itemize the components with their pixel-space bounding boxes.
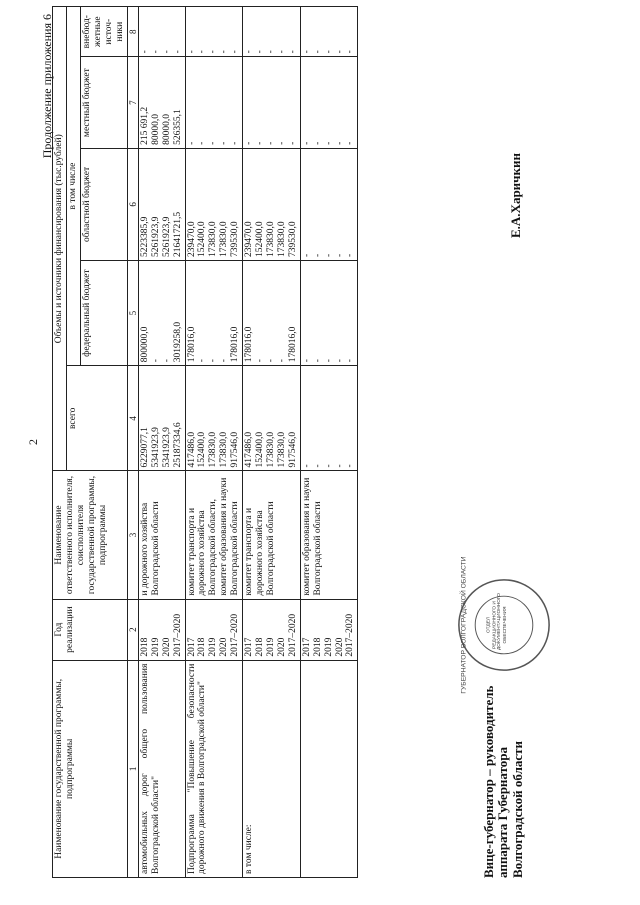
local-cell [185, 57, 243, 149]
executor-cell: комитет транспорта и дорожного хозяйства Волгоградской области [243, 471, 301, 599]
amount-value: - [230, 141, 241, 145]
amount-value: - [312, 464, 323, 468]
year-value: 2019 [150, 637, 161, 657]
total-cell [300, 366, 358, 471]
amount-value: - [312, 50, 323, 54]
amount-value: - [323, 50, 334, 54]
amount-value: - [301, 141, 312, 145]
amount-value: - [345, 253, 356, 257]
amount-value: - [323, 464, 334, 468]
executor-cell: комитет образования и науки Волгоградской области [300, 471, 358, 599]
amount-value: - [276, 141, 287, 145]
amount-value: 173830,0 [266, 221, 277, 257]
amount-value: - [186, 50, 197, 54]
amount-value: 5223385,9 [139, 216, 150, 257]
amount-value: - [301, 50, 312, 54]
year-value: 2019 [323, 637, 334, 657]
amount-value: - [323, 253, 334, 257]
years-cell [300, 599, 358, 660]
amount-value: - [161, 50, 172, 54]
amount-value: - [334, 464, 345, 468]
year-value: 2017 [301, 637, 312, 657]
amount-value: 152400,0 [255, 431, 266, 468]
year-value: 2017–2020 [287, 613, 298, 657]
amount-value: - [219, 359, 230, 363]
header-regional: областной бюджет [80, 148, 127, 260]
amount-value: 178016,0 [230, 326, 241, 363]
amount-value: - [301, 359, 312, 363]
amount-value: 239470,0 [186, 221, 197, 257]
header-year: Год реализации [53, 599, 128, 660]
amount-value: 152400,0 [197, 221, 208, 257]
year-value: 2020 [334, 637, 345, 657]
amount-value: 173830,0 [266, 431, 277, 468]
amount-value: - [276, 359, 287, 363]
amount-value: - [208, 141, 219, 145]
amount-value: 152400,0 [255, 221, 266, 257]
amount-value: 173830,0 [208, 431, 219, 468]
amount-value: 739530,0 [230, 221, 241, 257]
years-cell [138, 599, 185, 660]
amount-value: 178016,0 [244, 326, 255, 363]
amount-value: 215 691,2 [139, 106, 150, 145]
amount-value: 80000,0 [161, 114, 172, 145]
header-financing: Объемы и источники финансирования (тыс.рублей) [53, 7, 67, 471]
amount-value: 417486,0 [244, 431, 255, 468]
amount-value: 178016,0 [287, 326, 298, 363]
amount-value: 80000,0 [150, 114, 161, 145]
header-federal: федеральный бюджет [80, 260, 127, 365]
amount-value: 173830,0 [276, 431, 287, 468]
local-cell [138, 57, 185, 149]
year-value: 2020 [276, 637, 287, 657]
program-name: Подпрограмма "Повышение безопасности дорожного движения в Волгоградской области" [185, 660, 243, 877]
amount-value: - [276, 50, 287, 54]
amount-value: - [345, 359, 356, 363]
amount-value: - [172, 50, 183, 54]
amount-value: 25187334,6 [172, 422, 183, 468]
local-cell [243, 57, 301, 149]
table-row [243, 7, 301, 878]
year-value: 2017 [244, 637, 255, 657]
amount-value: - [186, 141, 197, 145]
amount-value: 417486,0 [186, 431, 197, 468]
amount-value: 173830,0 [219, 431, 230, 468]
amount-value: 3019258,0 [172, 321, 183, 363]
amount-value: - [255, 50, 266, 54]
total-cell [185, 366, 243, 471]
stamp-center-text: ОТДЕЛ РЕДАКЦИОННОГО И ДОКУМЕНТАЦИОННОГО ОБЕСПЕЧЕНИЯ [485, 592, 508, 650]
amount-value: 178016,0 [186, 326, 197, 363]
signature-line: аппарата Губернатора [495, 746, 511, 878]
amount-value: - [244, 141, 255, 145]
extra-cell [243, 7, 301, 57]
amount-value: 917546,0 [287, 431, 298, 468]
year-value: 2017–2020 [172, 613, 183, 657]
amount-value: - [197, 359, 208, 363]
col-number: 2 [127, 599, 138, 660]
executor-cell: комитет транспорта и дорожного хозяйства Волгоградской области, комитет образования и науки Волгоградской области [185, 471, 243, 599]
year-value: 2018 [312, 637, 323, 657]
amount-value: 21641721,5 [172, 211, 183, 257]
amount-value: - [266, 359, 277, 363]
amount-value: - [150, 359, 161, 363]
year-value: 2018 [139, 637, 150, 657]
col-number: 4 [127, 366, 138, 471]
federal-cell [243, 260, 301, 365]
year-value: 2017 [186, 637, 197, 657]
header-local: местный бюджет [80, 57, 127, 149]
regional-cell [138, 148, 185, 260]
extra-cell [138, 7, 185, 57]
amount-value: - [345, 141, 356, 145]
amount-value: - [323, 141, 334, 145]
signature-line: Волгоградской области [509, 740, 525, 878]
extra-cell [300, 7, 358, 57]
amount-value: 526355,1 [172, 109, 183, 145]
header-extra: внебюд-жетные источ-ники [80, 7, 127, 57]
amount-value: - [312, 253, 323, 257]
amount-value: 173830,0 [276, 221, 287, 257]
amount-value: - [266, 50, 277, 54]
amount-value: 5261923,9 [161, 216, 172, 257]
amount-value: - [230, 50, 241, 54]
amount-value: 917546,0 [230, 431, 241, 468]
year-value: 2020 [161, 637, 172, 657]
header-executor: Наименование ответственного исполнителя, соисполнителя государственной программы, подпрограммы [53, 471, 128, 599]
amount-value: - [197, 50, 208, 54]
program-name: автомобильных дорог общего пользования Волгоградской области" [138, 660, 185, 877]
signature-line: Вице-губернатор – руководитель [481, 685, 496, 878]
amount-value: 173830,0 [219, 221, 230, 257]
col-number: 6 [127, 148, 138, 260]
amount-value: - [312, 141, 323, 145]
header-program: Наименование государственной программы, подпрограммы [53, 660, 128, 877]
program-name: в том числе: [243, 660, 301, 877]
official-stamp [456, 556, 552, 694]
amount-value: - [301, 464, 312, 468]
amount-value: - [197, 141, 208, 145]
extra-cell [185, 7, 243, 57]
rotated-page [26, 6, 552, 878]
page-number: 2 [26, 439, 40, 445]
amount-value: - [312, 359, 323, 363]
amount-value: - [334, 359, 345, 363]
amount-value: - [266, 141, 277, 145]
amount-value: - [323, 359, 334, 363]
amount-value: - [334, 50, 345, 54]
table-body [138, 7, 358, 878]
total-cell [138, 366, 185, 471]
financing-table [52, 6, 358, 878]
regional-cell [300, 148, 358, 260]
amount-value: 5341923,9 [150, 427, 161, 468]
program-name [300, 660, 358, 877]
amount-value: - [208, 50, 219, 54]
continuation-note: Продолжение приложения 6 [40, 14, 54, 159]
amount-value: 239470,0 [244, 221, 255, 257]
col-number: 1 [127, 660, 138, 877]
year-value: 2017–2020 [230, 613, 241, 657]
col-number: 3 [127, 471, 138, 599]
amount-value: - [255, 141, 266, 145]
amount-value: 800000,0 [139, 326, 150, 363]
year-value: 2019 [266, 637, 277, 657]
years-cell [243, 599, 301, 660]
amount-value: - [301, 253, 312, 257]
federal-cell [138, 260, 185, 365]
amount-value: - [345, 464, 356, 468]
year-value: 2017–2020 [345, 613, 356, 657]
amount-value: 173830,0 [208, 221, 219, 257]
regional-cell [185, 148, 243, 260]
amount-value: - [334, 141, 345, 145]
amount-value: - [150, 50, 161, 54]
amount-value: 5341923,9 [161, 427, 172, 468]
total-cell [243, 366, 301, 471]
amount-value: 6229077,1 [139, 427, 150, 468]
header-total: всего [66, 366, 127, 471]
header-including: в том числе [66, 7, 80, 366]
amount-value: 739530,0 [287, 221, 298, 257]
years-cell [185, 599, 243, 660]
amount-value: - [345, 50, 356, 54]
year-value: 2018 [255, 637, 266, 657]
amount-value: - [219, 141, 230, 145]
amount-value: - [287, 141, 298, 145]
table-row [300, 7, 358, 878]
col-number: 5 [127, 260, 138, 365]
amount-value: - [161, 359, 172, 363]
federal-cell [300, 260, 358, 365]
amount-value: 5261923,9 [150, 216, 161, 257]
federal-cell [185, 260, 243, 365]
signature-block [482, 686, 525, 878]
year-value: 2020 [219, 637, 230, 657]
table-row [185, 7, 243, 878]
year-value: 2018 [197, 637, 208, 657]
amount-value: 152400,0 [197, 431, 208, 468]
table-row [138, 7, 185, 878]
amount-value: - [334, 253, 345, 257]
col-number: 7 [127, 57, 138, 149]
amount-value: - [244, 50, 255, 54]
signer-name: Е.А.Харичкин [508, 153, 523, 238]
amount-value: - [208, 359, 219, 363]
amount-value: - [287, 50, 298, 54]
stamp-ring-text: ГУБЕРНАТОР ВОЛГОГРАДСКОЙ ОБЛАСТИ [460, 556, 468, 694]
amount-value: - [219, 50, 230, 54]
executor-cell: и дорожного хозяйства Волгоградской области [138, 471, 185, 599]
amount-value: - [255, 359, 266, 363]
col-number: 8 [127, 7, 138, 57]
local-cell [300, 57, 358, 149]
amount-value: - [139, 50, 150, 54]
regional-cell [243, 148, 301, 260]
year-value: 2019 [208, 637, 219, 657]
